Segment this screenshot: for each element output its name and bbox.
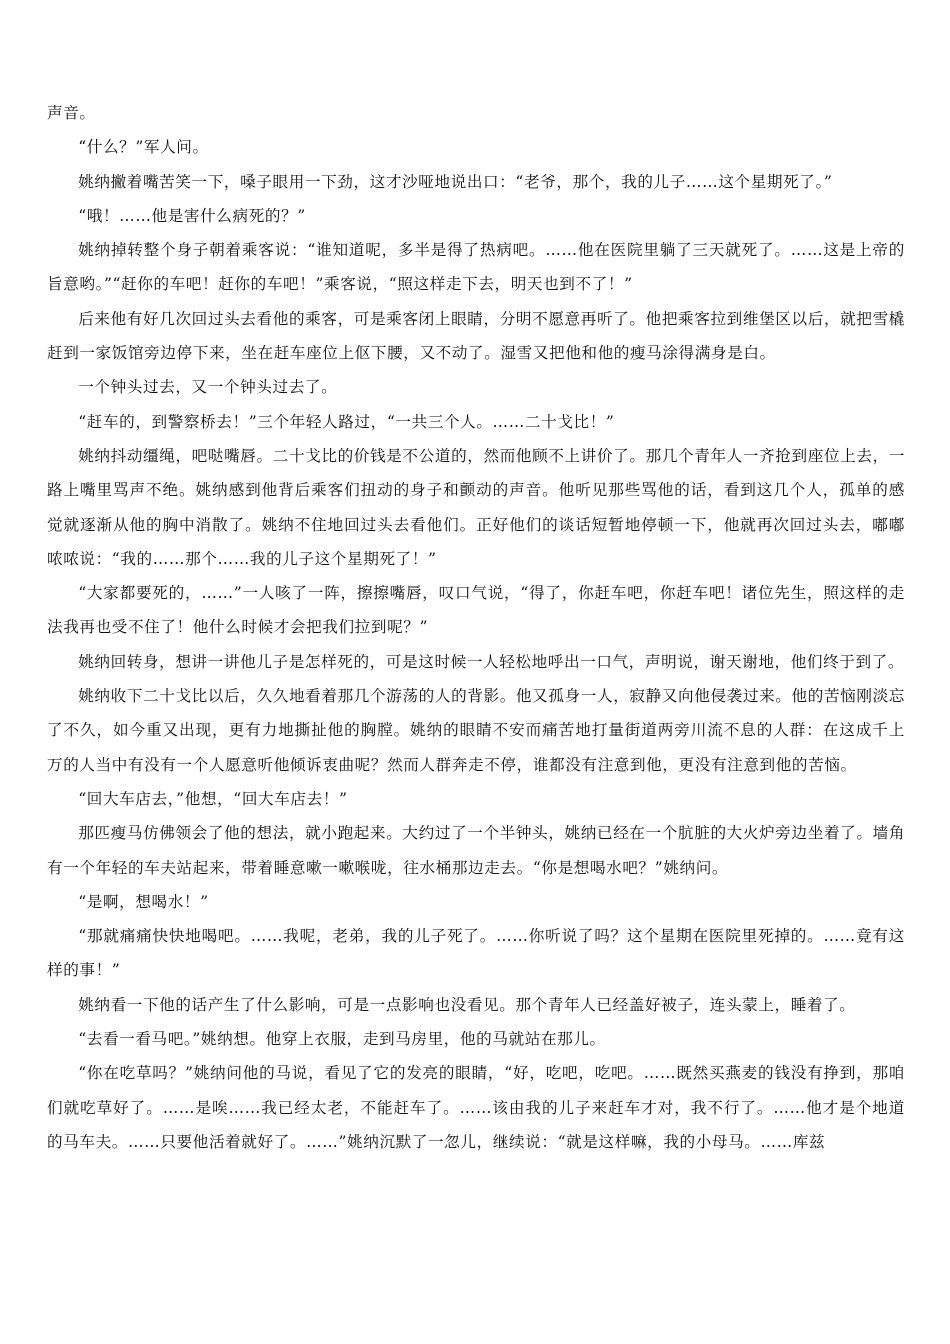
paragraph: “你在吃草吗？”姚纳问他的马说，看见了它的发亮的眼睛，“好，吃吧，吃吧。……既然买燕麦的钱没有挣到，那咱们就吃草好了。……是唉……我已经太老，不能赶车了。……该由我的儿子来赶车才对，我不行了。……他才是个地道的马车夫。……只要他活着就好了。……”姚纳沉默了一忽儿，继续说：“就是这样嘛，我的小母马。……库兹 — [47, 1064, 905, 1151]
paragraph: 姚纳抖动缰绳，吧哒嘴唇。二十戈比的价钱是不公道的，然而他顾不上讲价了。那几个青年人一齐抢到座位上去，一路上嘴里骂声不绝。姚纳感到他背后乘客们扭动的身子和颤动的声音。他听见那些骂他的话，看到这几个人，孤单的感觉就逐渐从他的胸中消散了。姚纳不住地回过头去看他们。正好他们的谈话短暂地停顿一下，他就再次回过头去，嘟嘟哝哝说：“我的……那个……我的儿子这个星期死了！” — [47, 446, 905, 568]
paragraph: “去看一看马吧。”姚纳想。他穿上衣服，走到马房里，他的马就站在那儿。 — [78, 1030, 606, 1049]
paragraph: 一个钟头过去，又一个钟头过去了。 — [78, 378, 338, 397]
paragraph: 姚纳收下二十戈比以后，久久地看着那几个游荡的人的背影。他又孤身一人，寂静又向他侵袭过来。他的苦恼刚淡忘了不久，如今重又出现，更有力地撕扯他的胸膛。姚纳的眼睛不安而痛苦地打量街道两旁川流不息的人群：在这成千上万的人当中有没有一个人愿意听他倾诉衷曲呢？然而人群奔走不停，谁都没有注意到他，更没有注意到他的苦恼。 — [47, 687, 905, 774]
paragraph: 后来他有好几次回过头去看他的乘客，可是乘客闭上眼睛，分明不愿意再听了。他把乘客拉到维堡区以后，就把雪橇赶到一家饭馆旁边停下来，坐在赶车座位上伛下腰，又不动了。湿雪又把他和他的瘦马涂得满身是白。 — [47, 309, 905, 363]
paragraph: “回大车店去，”他想，“回大车店去！” — [78, 789, 348, 808]
paragraph: 姚纳撇着嘴苦笑一下，嗓子眼用一下劲，这才沙哑地说出口：“老爷，那个，我的儿子……这个星期死了。” — [78, 172, 833, 191]
paragraph: “什么？”军人问。 — [78, 138, 209, 157]
paragraph: “哦！……他是害什么病死的？” — [78, 206, 306, 225]
paragraph: 姚纳看一下他的话产生了什么影响，可是一点影响也没看见。那个青年人已经盖好被子，连头蒙上，睡着了。 — [78, 995, 856, 1014]
paragraph: “大家都要死的，……”一人咳了一阵，擦擦嘴唇，叹口气说，“得了，你赶车吧，你赶车吧！诸位先生，照这样的走法我再也受不住了！他什么时候才会把我们拉到呢？” — [47, 584, 905, 637]
paragraph: “赶车的，到警察桥去！”三个年轻人路过，“一共三个人。……二十戈比！” — [78, 412, 615, 431]
paragraph: 姚纳掉转整个身子朝着乘客说：“谁知道呢，多半是得了热病吧。……他在医院里躺了三天就死了。……这是上帝的旨意哟。”“赶你的车吧！赶你的车吧！”乘客说，“照这样走下去，明天也到不了！” — [47, 241, 905, 294]
paragraph: “是啊，想喝水！” — [78, 892, 209, 911]
paragraph: 姚纳回转身，想讲一讲他儿子是怎样死的，可是这时候一人轻松地呼出一口气，声明说，谢天谢地，他们终于到了。 — [78, 652, 905, 671]
paragraph: 声音。 — [47, 104, 96, 122]
paragraph: 那匹瘦马仿佛领会了他的想法，就小跑起来。大约过了一个半钟头，姚纳已经在一个肮脏的大火炉旁边坐着了。墙角有一个年轻的车夫站起来，带着睡意嗽一嗽喉咙，往水桶那边走去。“你是想喝水吧？”姚纳问。 — [47, 824, 905, 877]
document-body — [47, 96, 905, 1159]
paragraph: “那就痛痛快快地喝吧。……我呢，老弟，我的儿子死了。……你听说了吗？这个星期在医院里死掉的。……竟有这样的事！” — [47, 927, 905, 980]
